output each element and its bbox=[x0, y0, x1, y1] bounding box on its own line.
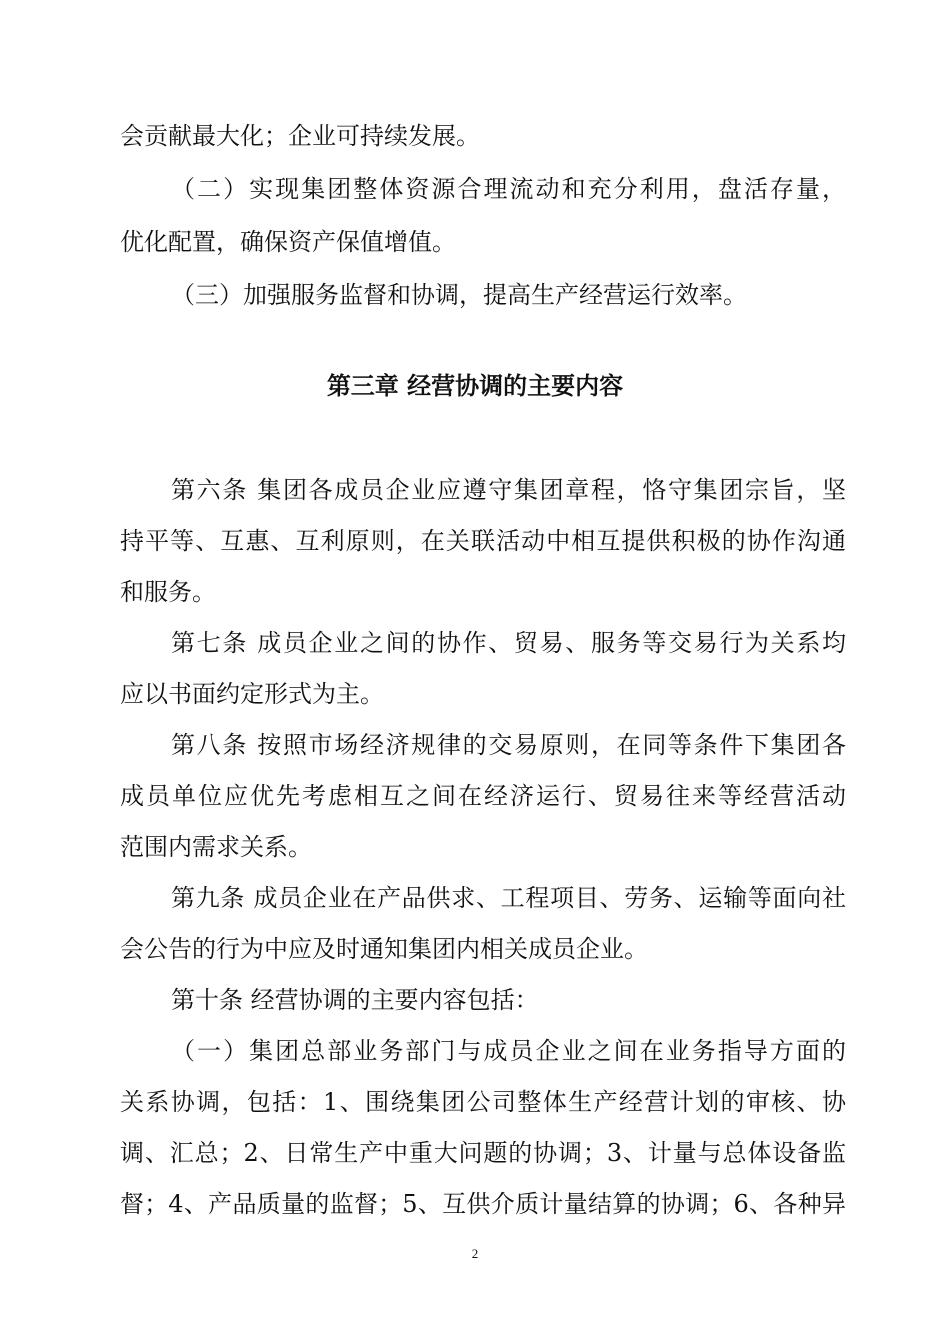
article-7-line-1: 第七条 成员企业之间的协作、贸易、服务等交易行为关系均 bbox=[171, 629, 846, 657]
paragraph-line: （三）加强服务监督和协调，提高生产经营运行效率。 bbox=[171, 281, 747, 309]
article-8-line-1: 第八条 按照市场经济规律的交易原则，在同等条件下集团各 bbox=[171, 731, 846, 759]
paragraph-line: 优化配置，确保资产保值增值。 bbox=[120, 228, 456, 256]
article-7-line-2: 应以书面约定形式为主。 bbox=[120, 680, 384, 708]
article-9-line-2: 会公告的行为中应及时通知集团内相关成员企业。 bbox=[120, 935, 648, 963]
article-6-line-3: 和服务。 bbox=[120, 578, 216, 606]
paragraph-line: （二）实现集团整体资源合理流动和充分利用，盘活存量， bbox=[171, 175, 846, 203]
article-10-item-1-line-1: （一）集团总部业务部门与成员企业之间在业务指导方面的 bbox=[171, 1037, 846, 1065]
article-10-item-1-line-3: 调、汇总；2、日常生产中重大问题的协调；3、计量与总体设备监 bbox=[120, 1139, 846, 1167]
article-10-line-1: 第十条 经营协调的主要内容包括： bbox=[171, 986, 539, 1014]
article-8-line-3: 范围内需求关系。 bbox=[120, 833, 312, 861]
article-6-line-1: 第六条 集团各成员企业应遵守集团章程，恪守集团宗旨，坚 bbox=[171, 476, 846, 504]
page-number: 2 bbox=[471, 1246, 479, 1261]
article-10-item-1-line-4: 督；4、产品质量的监督；5、互供介质计量结算的协调；6、各种异 bbox=[120, 1190, 846, 1218]
paragraph-line: 会贡献最大化；企业可持续发展。 bbox=[120, 122, 480, 150]
chapter-heading: 第三章 经营协调的主要内容 bbox=[326, 372, 624, 400]
article-8-line-2: 成员单位应优先考虑相互之间在经济运行、贸易往来等经营活动 bbox=[120, 782, 846, 810]
article-9-line-1: 第九条 成员企业在产品供求、工程项目、劳务、运输等面向社 bbox=[171, 884, 846, 912]
article-10-item-1-line-2: 关系协调，包括：1、围绕集团公司整体生产经营计划的审核、协 bbox=[120, 1088, 846, 1116]
article-6-line-2: 持平等、互惠、互利原则，在关联活动中相互提供积极的协作沟通 bbox=[120, 527, 846, 555]
